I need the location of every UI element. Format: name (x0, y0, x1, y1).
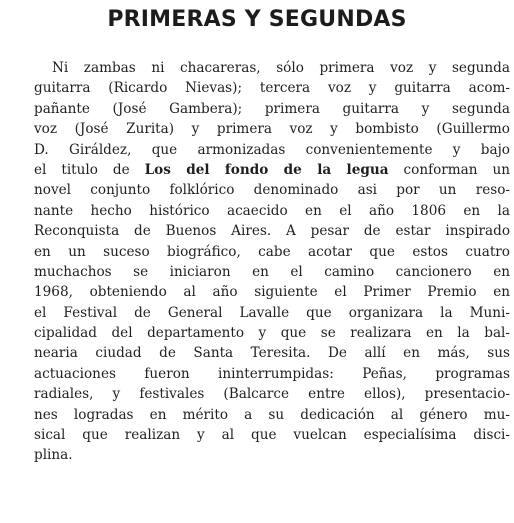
body-line-11: muchachos se iniciaron en el camino cancionero en (34, 263, 510, 280)
article-body (34, 58, 510, 466)
body-line-3: pañante (José Gambera); primera guitarra y segunda (34, 100, 510, 117)
body-line-13: el Festival de General Lavalle que organizara la Muni- (34, 304, 510, 321)
group-name-emphasis: Los del fondo de la legua (144, 161, 389, 178)
body-line-1: Ni zambas ni chacareras, sólo primera voz y segunda (52, 60, 510, 76)
body-line-14: cipalidad del departamento y que se realizara en la bal- (34, 325, 510, 342)
article-title: PRIMERAS Y SEGUNDAS (107, 7, 407, 32)
body-line-2: guitarra (Ricardo Nievas); tercera voz y guitarra acom- (34, 80, 510, 97)
body-line-10: en un suceso biográfico, cabe acotar que estos cuatro (34, 243, 510, 260)
body-line-9: Reconquista de Buenos Aires. A pesar de estar inspirado (34, 223, 510, 240)
body-line-15: nearia ciudad de Santa Teresita. De allí en más, sus (34, 345, 510, 362)
body-line-6 (34, 160, 510, 180)
body-line-7: novel conjunto folklórico denominado asi por un reso- (34, 182, 510, 199)
body-line-8: nante hecho histórico acaecido en el año 1806 en la (34, 202, 510, 219)
body-line-5: D. Giráldez, que armonizadas convenientemente y bajo (34, 141, 510, 158)
body-line-17: radiales, y festivales (Balcarce entre ellos), presentacio- (34, 386, 510, 403)
body-line-16: actuaciones fueron ininterrumpidas: Peñas, programas (34, 365, 510, 382)
body-line-6-start: el titulo de (34, 161, 130, 178)
body-line-12: 1968, obteniendo al año siguiente el Primer Premio en (34, 284, 510, 301)
body-line-4: voz (José Zurita) y primera voz y bombisto (Guillermo (34, 121, 510, 138)
body-line-19: sical que realizan y al que vuelcan especialísima disci- (34, 427, 510, 444)
body-line-18: nes logradas en mérito a su dedicación al género mu- (34, 406, 510, 423)
body-line-6-end: conforman un (403, 161, 510, 178)
body-line-20: plina. (34, 447, 73, 464)
